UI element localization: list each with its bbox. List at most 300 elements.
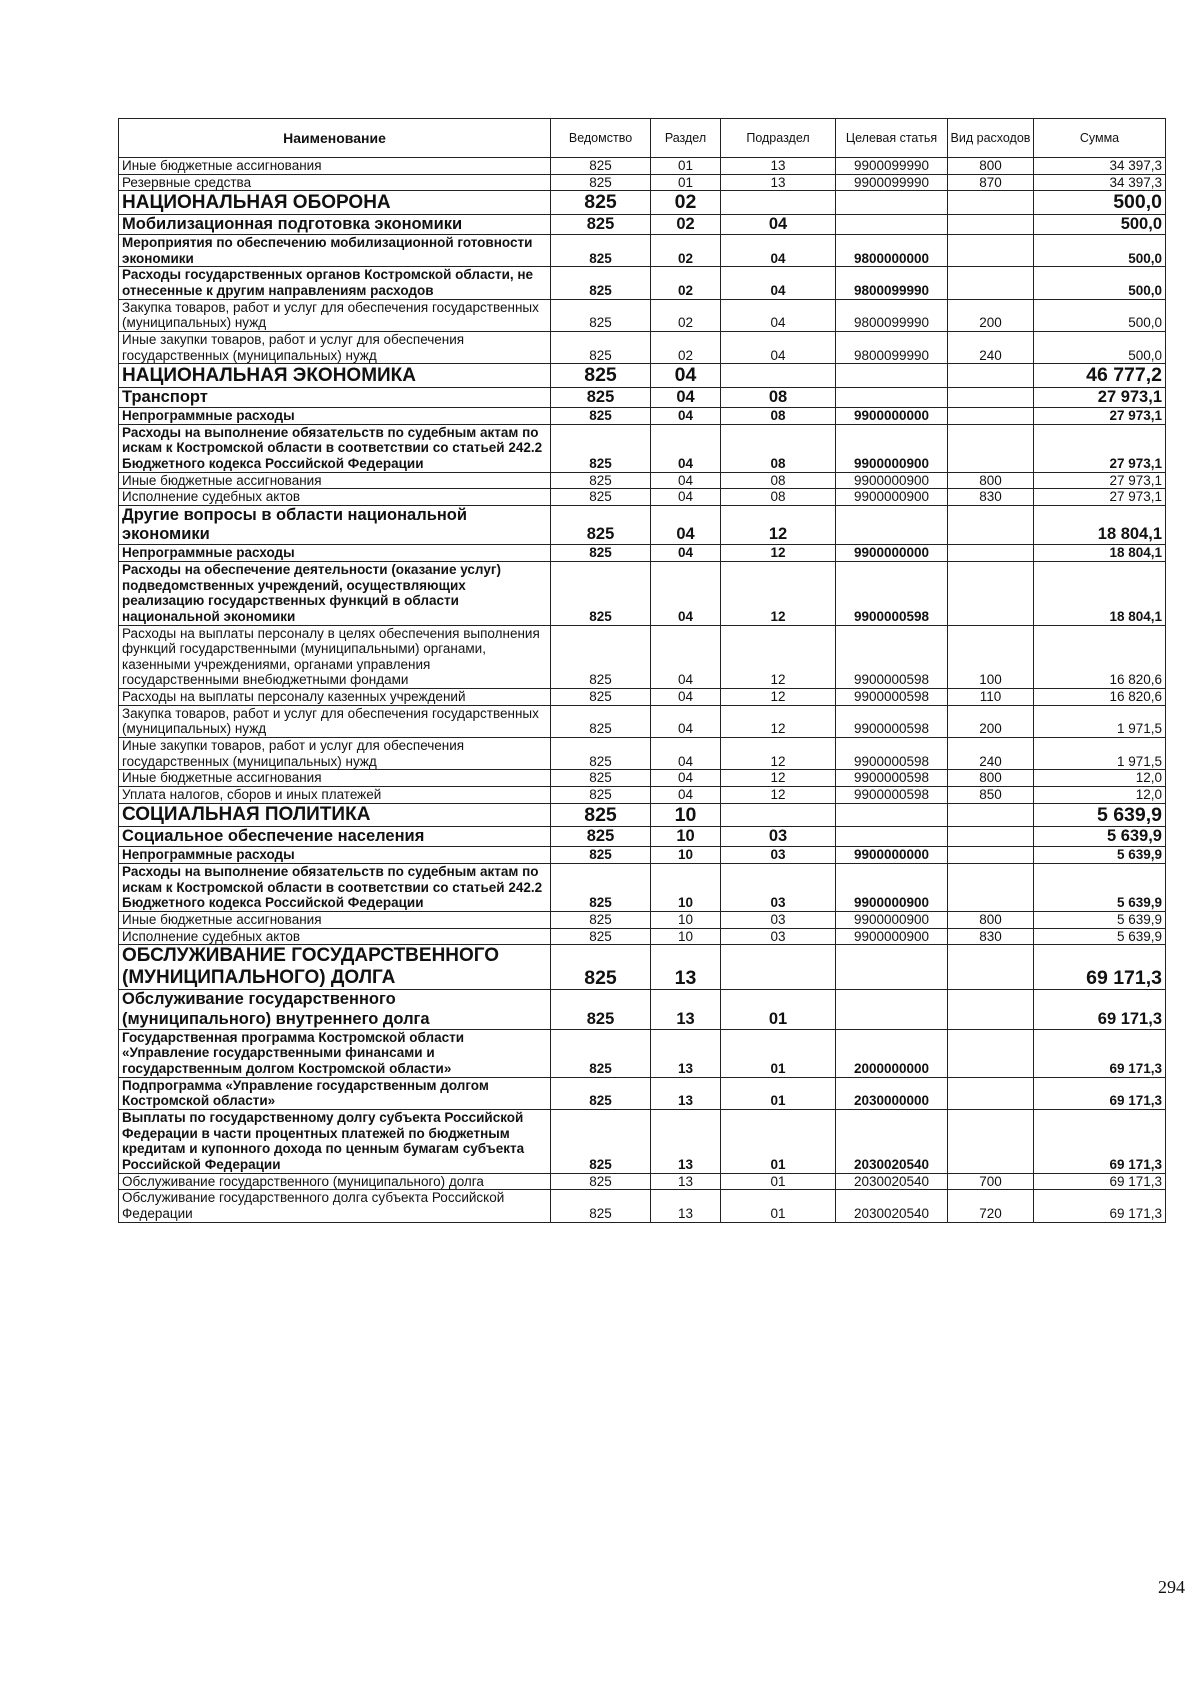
cell-subsection: 12 [721, 787, 836, 804]
cell-name: Социальное обеспечение населения [119, 827, 551, 847]
cell-name: Резервные средства [119, 174, 551, 191]
cell-subsection: 04 [721, 299, 836, 331]
cell-kind: 800 [948, 912, 1034, 929]
table-row [119, 847, 1166, 864]
cell-dept: 825 [551, 738, 651, 770]
cell-name: Расходы на выполнение обязательств по судебным актам по искам к Костромской области в соответствии со статьей 242.2 Бюджетного кодекса Российской Федерации [119, 424, 551, 472]
cell-kind [948, 864, 1034, 912]
cell-section: 04 [651, 770, 721, 787]
cell-section: 02 [651, 235, 721, 267]
cell-section: 10 [651, 928, 721, 945]
cell-name: СОЦИАЛЬНАЯ ПОЛИТИКА [119, 803, 551, 827]
cell-kind [948, 364, 1034, 388]
table-row [119, 625, 1166, 689]
cell-subsection: 04 [721, 214, 836, 234]
cell-kind: 800 [948, 770, 1034, 787]
cell-section: 02 [651, 214, 721, 234]
cell-name: Мероприятия по обеспечению мобилизационной готовности экономики [119, 235, 551, 267]
cell-name: Непрограммные расходы [119, 545, 551, 562]
table-row [119, 158, 1166, 175]
cell-name: Подпрограмма «Управление государственным долгом Костромской области» [119, 1077, 551, 1109]
cell-section: 04 [651, 738, 721, 770]
cell-dept: 825 [551, 1029, 651, 1077]
cell-kind: 110 [948, 689, 1034, 706]
cell-kind [948, 267, 1034, 299]
cell-kind: 800 [948, 158, 1034, 175]
cell-subsection: 04 [721, 267, 836, 299]
cell-name: Иные бюджетные ассигнования [119, 770, 551, 787]
cell-kind [948, 803, 1034, 827]
cell-section: 13 [651, 990, 721, 1029]
cell-name: НАЦИОНАЛЬНАЯ ЭКОНОМИКА [119, 364, 551, 388]
cell-kind [948, 424, 1034, 472]
table-body [119, 158, 1166, 1223]
table-row [119, 489, 1166, 506]
cell-target [836, 214, 948, 234]
cell-section: 13 [651, 1077, 721, 1109]
cell-sum: 5 639,9 [1034, 864, 1166, 912]
cell-sum: 46 777,2 [1034, 364, 1166, 388]
cell-section: 10 [651, 827, 721, 847]
cell-kind [948, 235, 1034, 267]
cell-sum: 69 171,3 [1034, 1173, 1166, 1190]
cell-sum: 34 397,3 [1034, 158, 1166, 175]
cell-kind: 870 [948, 174, 1034, 191]
table-row [119, 1077, 1166, 1109]
cell-dept: 825 [551, 827, 651, 847]
cell-name: Иные закупки товаров, работ и услуг для обеспечения государственных (муниципальных) нужд [119, 331, 551, 363]
cell-sum: 69 171,3 [1034, 945, 1166, 990]
cell-kind [948, 1029, 1034, 1077]
cell-target: 9900000900 [836, 472, 948, 489]
cell-sum: 500,0 [1034, 331, 1166, 363]
cell-subsection: 03 [721, 864, 836, 912]
cell-target [836, 803, 948, 827]
cell-dept: 825 [551, 770, 651, 787]
cell-sum: 16 820,6 [1034, 625, 1166, 689]
cell-target: 9900000598 [836, 561, 948, 625]
table-row [119, 1109, 1166, 1173]
cell-target: 9900000598 [836, 787, 948, 804]
cell-name: Другие вопросы в области национальной экономики [119, 505, 551, 544]
cell-dept: 825 [551, 424, 651, 472]
cell-target: 9800000000 [836, 235, 948, 267]
cell-target [836, 364, 948, 388]
table-row [119, 705, 1166, 737]
cell-section: 04 [651, 705, 721, 737]
cell-dept: 825 [551, 625, 651, 689]
cell-kind [948, 545, 1034, 562]
cell-section: 04 [651, 489, 721, 506]
cell-section: 04 [651, 787, 721, 804]
table-row [119, 235, 1166, 267]
cell-kind: 830 [948, 489, 1034, 506]
cell-dept: 825 [551, 408, 651, 425]
cell-target: 9900000598 [836, 705, 948, 737]
cell-dept: 825 [551, 803, 651, 827]
cell-kind [948, 847, 1034, 864]
cell-dept: 825 [551, 990, 651, 1029]
cell-subsection: 01 [721, 1173, 836, 1190]
cell-target: 2030020540 [836, 1190, 948, 1222]
table-row [119, 299, 1166, 331]
cell-name: Транспорт [119, 387, 551, 407]
cell-kind [948, 945, 1034, 990]
cell-subsection: 12 [721, 705, 836, 737]
table-row [119, 912, 1166, 929]
table-row [119, 990, 1166, 1029]
cell-subsection: 08 [721, 387, 836, 407]
cell-sum: 500,0 [1034, 191, 1166, 215]
cell-name: Расходы государственных органов Костромской области, не отнесенные к другим направлениям расходов [119, 267, 551, 299]
cell-sum: 69 171,3 [1034, 1029, 1166, 1077]
cell-target: 9900000900 [836, 489, 948, 506]
cell-subsection: 03 [721, 827, 836, 847]
cell-section: 04 [651, 408, 721, 425]
cell-target: 2030020540 [836, 1109, 948, 1173]
table-row [119, 267, 1166, 299]
cell-kind: 200 [948, 705, 1034, 737]
table-row [119, 214, 1166, 234]
cell-dept: 825 [551, 158, 651, 175]
cell-section: 10 [651, 803, 721, 827]
cell-section: 04 [651, 505, 721, 544]
cell-sum: 69 171,3 [1034, 1190, 1166, 1222]
cell-dept: 825 [551, 505, 651, 544]
cell-dept: 825 [551, 1173, 651, 1190]
cell-kind: 700 [948, 1173, 1034, 1190]
cell-dept: 825 [551, 174, 651, 191]
page-number: 294 [1158, 1577, 1185, 1597]
cell-dept: 825 [551, 705, 651, 737]
cell-sum: 69 171,3 [1034, 1077, 1166, 1109]
table-row [119, 1173, 1166, 1190]
header-name: Наименование [119, 119, 551, 158]
cell-section: 13 [651, 1029, 721, 1077]
cell-dept: 825 [551, 267, 651, 299]
cell-kind: 800 [948, 472, 1034, 489]
table-row [119, 545, 1166, 562]
cell-subsection: 08 [721, 408, 836, 425]
table-row [119, 1190, 1166, 1222]
cell-section: 10 [651, 912, 721, 929]
table-row [119, 331, 1166, 363]
cell-sum: 18 804,1 [1034, 561, 1166, 625]
cell-kind [948, 827, 1034, 847]
cell-sum: 34 397,3 [1034, 174, 1166, 191]
cell-subsection: 12 [721, 545, 836, 562]
cell-target: 9900000900 [836, 912, 948, 929]
cell-section: 02 [651, 299, 721, 331]
cell-dept: 825 [551, 689, 651, 706]
cell-kind [948, 408, 1034, 425]
cell-section: 13 [651, 1173, 721, 1190]
cell-subsection: 03 [721, 928, 836, 945]
cell-target: 9900000598 [836, 770, 948, 787]
cell-target: 2030000000 [836, 1077, 948, 1109]
cell-target [836, 387, 948, 407]
cell-sum: 27 973,1 [1034, 424, 1166, 472]
cell-subsection: 01 [721, 1109, 836, 1173]
cell-dept: 825 [551, 364, 651, 388]
table-row [119, 945, 1166, 990]
cell-dept: 825 [551, 299, 651, 331]
cell-subsection: 12 [721, 505, 836, 544]
cell-subsection: 12 [721, 561, 836, 625]
cell-target: 9900000598 [836, 738, 948, 770]
cell-kind: 200 [948, 299, 1034, 331]
table-row [119, 174, 1166, 191]
table-row [119, 472, 1166, 489]
cell-subsection [721, 191, 836, 215]
cell-dept: 825 [551, 387, 651, 407]
cell-subsection: 01 [721, 1190, 836, 1222]
cell-sum: 27 973,1 [1034, 472, 1166, 489]
header-sum: Сумма [1034, 119, 1166, 158]
cell-sum: 12,0 [1034, 770, 1166, 787]
table-row [119, 827, 1166, 847]
cell-kind [948, 990, 1034, 1029]
header-row [119, 119, 1166, 158]
cell-dept: 825 [551, 235, 651, 267]
budget-table [118, 118, 1166, 1223]
cell-section: 02 [651, 191, 721, 215]
cell-kind [948, 505, 1034, 544]
cell-dept: 825 [551, 1109, 651, 1173]
header-target: Целевая статья [836, 119, 948, 158]
cell-section: 13 [651, 945, 721, 990]
cell-sum: 12,0 [1034, 787, 1166, 804]
cell-target: 9900000598 [836, 689, 948, 706]
cell-target: 9900000000 [836, 545, 948, 562]
cell-subsection: 12 [721, 738, 836, 770]
cell-kind [948, 561, 1034, 625]
cell-target: 9900000000 [836, 408, 948, 425]
cell-kind: 100 [948, 625, 1034, 689]
header-subsection: Подраздел [721, 119, 836, 158]
cell-sum: 500,0 [1034, 267, 1166, 299]
cell-kind: 830 [948, 928, 1034, 945]
cell-subsection: 04 [721, 331, 836, 363]
cell-name: НАЦИОНАЛЬНАЯ ОБОРОНА [119, 191, 551, 215]
cell-target: 2000000000 [836, 1029, 948, 1077]
table-row [119, 738, 1166, 770]
cell-kind [948, 1077, 1034, 1109]
table-row [119, 864, 1166, 912]
cell-sum: 5 639,9 [1034, 912, 1166, 929]
cell-subsection [721, 364, 836, 388]
cell-dept: 825 [551, 214, 651, 234]
cell-subsection [721, 945, 836, 990]
cell-section: 10 [651, 864, 721, 912]
cell-subsection: 01 [721, 1077, 836, 1109]
cell-sum: 500,0 [1034, 214, 1166, 234]
cell-name: Непрограммные расходы [119, 408, 551, 425]
cell-name: Непрограммные расходы [119, 847, 551, 864]
cell-name: Обслуживание государственного долга субъекта Российской Федерации [119, 1190, 551, 1222]
cell-name: Исполнение судебных актов [119, 928, 551, 945]
cell-dept: 825 [551, 489, 651, 506]
cell-name: Уплата налогов, сборов и иных платежей [119, 787, 551, 804]
cell-section: 04 [651, 472, 721, 489]
cell-name: Иные бюджетные ассигнования [119, 158, 551, 175]
cell-sum: 5 639,9 [1034, 847, 1166, 864]
cell-target: 9900099990 [836, 174, 948, 191]
cell-section: 13 [651, 1109, 721, 1173]
table-header [119, 119, 1166, 158]
cell-dept: 825 [551, 561, 651, 625]
cell-sum: 18 804,1 [1034, 545, 1166, 562]
cell-kind: 240 [948, 331, 1034, 363]
cell-kind: 850 [948, 787, 1034, 804]
cell-section: 04 [651, 424, 721, 472]
cell-dept: 825 [551, 928, 651, 945]
cell-target [836, 191, 948, 215]
cell-kind: 720 [948, 1190, 1034, 1222]
table-row [119, 689, 1166, 706]
cell-name: Закупка товаров, работ и услуг для обеспечения государственных (муниципальных) нужд [119, 299, 551, 331]
cell-name: Иные бюджетные ассигнования [119, 472, 551, 489]
cell-target: 9900000000 [836, 847, 948, 864]
cell-dept: 825 [551, 1077, 651, 1109]
cell-kind [948, 214, 1034, 234]
cell-subsection: 04 [721, 235, 836, 267]
cell-dept: 825 [551, 945, 651, 990]
cell-subsection [721, 803, 836, 827]
table-row [119, 505, 1166, 544]
cell-subsection: 01 [721, 990, 836, 1029]
cell-name: Иные закупки товаров, работ и услуг для обеспечения государственных (муниципальных) нужд [119, 738, 551, 770]
cell-subsection: 08 [721, 489, 836, 506]
cell-section: 04 [651, 364, 721, 388]
cell-sum: 18 804,1 [1034, 505, 1166, 544]
cell-dept: 825 [551, 331, 651, 363]
cell-subsection: 03 [721, 847, 836, 864]
header-kind: Вид расходов [948, 119, 1034, 158]
table-row [119, 928, 1166, 945]
cell-subsection: 08 [721, 424, 836, 472]
cell-target [836, 827, 948, 847]
cell-dept: 825 [551, 1190, 651, 1222]
cell-dept: 825 [551, 864, 651, 912]
cell-target: 9800099990 [836, 331, 948, 363]
cell-sum: 69 171,3 [1034, 990, 1166, 1029]
cell-target: 9900000900 [836, 928, 948, 945]
cell-name: Исполнение судебных актов [119, 489, 551, 506]
cell-sum: 500,0 [1034, 299, 1166, 331]
cell-section: 10 [651, 847, 721, 864]
table-row [119, 770, 1166, 787]
cell-subsection: 13 [721, 158, 836, 175]
cell-sum: 5 639,9 [1034, 928, 1166, 945]
cell-section: 04 [651, 387, 721, 407]
cell-dept: 825 [551, 472, 651, 489]
cell-subsection: 03 [721, 912, 836, 929]
table-row [119, 1029, 1166, 1077]
cell-kind: 240 [948, 738, 1034, 770]
cell-name: Иные бюджетные ассигнования [119, 912, 551, 929]
cell-sum: 1 971,5 [1034, 738, 1166, 770]
table-row [119, 191, 1166, 215]
cell-sum: 27 973,1 [1034, 489, 1166, 506]
cell-kind [948, 1109, 1034, 1173]
cell-target: 9900000598 [836, 625, 948, 689]
cell-name: Мобилизационная подготовка экономики [119, 214, 551, 234]
cell-target [836, 990, 948, 1029]
cell-name: Расходы на обеспечение деятельности (оказание услуг) подведомственных учреждений, осуществляющих реализацию государственных функций в области национальной экономики [119, 561, 551, 625]
cell-target: 9900099990 [836, 158, 948, 175]
cell-target: 2030020540 [836, 1173, 948, 1190]
cell-name: ОБСЛУЖИВАНИЕ ГОСУДАРСТВЕННОГО (МУНИЦИПАЛЬНОГО) ДОЛГА [119, 945, 551, 990]
cell-section: 13 [651, 1190, 721, 1222]
cell-sum: 500,0 [1034, 235, 1166, 267]
cell-section: 02 [651, 331, 721, 363]
cell-dept: 825 [551, 191, 651, 215]
cell-subsection: 08 [721, 472, 836, 489]
cell-section: 04 [651, 545, 721, 562]
table-row [119, 364, 1166, 388]
cell-sum: 27 973,1 [1034, 387, 1166, 407]
cell-subsection: 12 [721, 689, 836, 706]
cell-target: 9900000900 [836, 424, 948, 472]
cell-name: Обслуживание государственного (муниципального) внутреннего долга [119, 990, 551, 1029]
header-dept: Ведомство [551, 119, 651, 158]
cell-target [836, 945, 948, 990]
table-row [119, 408, 1166, 425]
cell-target: 9800099990 [836, 299, 948, 331]
cell-dept: 825 [551, 847, 651, 864]
table-row [119, 387, 1166, 407]
cell-name: Государственная программа Костромской области «Управление государственными финансами и государственным долгом Костромской области» [119, 1029, 551, 1077]
cell-target [836, 505, 948, 544]
cell-target: 9800099990 [836, 267, 948, 299]
cell-kind [948, 191, 1034, 215]
cell-subsection: 12 [721, 770, 836, 787]
cell-sum: 27 973,1 [1034, 408, 1166, 425]
table-row [119, 561, 1166, 625]
cell-sum: 69 171,3 [1034, 1109, 1166, 1173]
cell-section: 04 [651, 561, 721, 625]
cell-subsection: 12 [721, 625, 836, 689]
cell-dept: 825 [551, 912, 651, 929]
cell-name: Выплаты по государственному долгу субъекта Российской Федерации в части процентных платежей по бюджетным кредитам и купонного дохода по ценным бумагам субъекта Российской Федерации [119, 1109, 551, 1173]
cell-sum: 16 820,6 [1034, 689, 1166, 706]
table-row [119, 803, 1166, 827]
cell-sum: 5 639,9 [1034, 827, 1166, 847]
cell-kind [948, 387, 1034, 407]
cell-section: 02 [651, 267, 721, 299]
cell-section: 04 [651, 689, 721, 706]
cell-subsection: 01 [721, 1029, 836, 1077]
cell-name: Закупка товаров, работ и услуг для обеспечения государственных (муниципальных) нужд [119, 705, 551, 737]
cell-name: Расходы на выплаты персоналу в целях обеспечения выполнения функций государственными (муниципальными) органами, казенными учреждениями, органами управления государственными внебюджетными фондами [119, 625, 551, 689]
cell-target: 9900000900 [836, 864, 948, 912]
cell-section: 01 [651, 174, 721, 191]
cell-section: 01 [651, 158, 721, 175]
cell-sum: 1 971,5 [1034, 705, 1166, 737]
table-row [119, 424, 1166, 472]
cell-dept: 825 [551, 787, 651, 804]
cell-section: 04 [651, 625, 721, 689]
header-section: Раздел [651, 119, 721, 158]
cell-name: Обслуживание государственного (муниципального) долга [119, 1173, 551, 1190]
cell-name: Расходы на выплаты персоналу казенных учреждений [119, 689, 551, 706]
cell-subsection: 13 [721, 174, 836, 191]
cell-dept: 825 [551, 545, 651, 562]
cell-name: Расходы на выполнение обязательств по судебным актам по искам к Костромской области в соответствии со статьей 242.2 Бюджетного кодекса Российской Федерации [119, 864, 551, 912]
table-row [119, 787, 1166, 804]
cell-sum: 5 639,9 [1034, 803, 1166, 827]
